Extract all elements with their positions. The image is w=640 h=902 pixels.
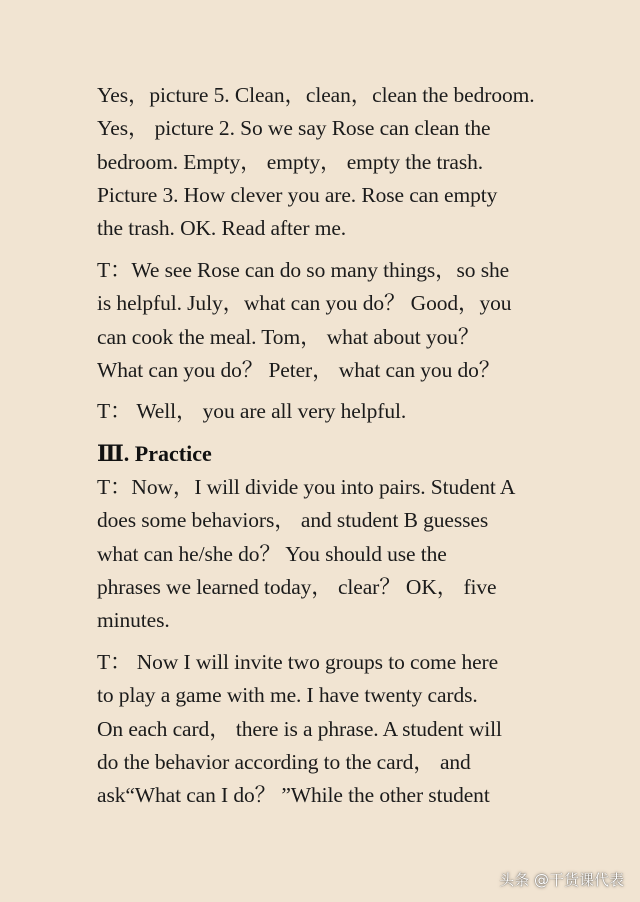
text-line: does some behaviors， and student B guesses (97, 508, 489, 533)
text-line: T： Now I will invite two groups to come here (97, 650, 499, 674)
text-line: On each card， there is a phrase. A student will (97, 716, 502, 741)
text-line: Yes， picture 2. So we say Rose can clean the (97, 116, 491, 141)
text-line: to play a game with me. I have twenty cards. (97, 683, 478, 708)
text-line: is helpful. July，what can you do？ Good，you (97, 291, 512, 316)
section-heading-practice: Ⅲ. Practice (97, 441, 212, 466)
text-line: What can you do？ Peter， what can you do？ (97, 357, 501, 382)
text-line: T： Well， you are all very helpful. (97, 399, 407, 423)
paragraph-all-helpful (97, 395, 567, 428)
text-line: Picture 3. How clever you are. Rose can empty (97, 182, 498, 207)
text-line: minutes. (97, 608, 170, 633)
text-line: phrases we learned today， clear？ OK， five (97, 574, 497, 599)
paragraph-picture-review (97, 79, 567, 245)
text-line: ask“What can I do？ ”While the other student (97, 783, 490, 808)
text-line: do the behavior according to the card， and (97, 749, 471, 774)
watermark-label: 头条 @干货课代表 (499, 871, 624, 889)
text-line: bedroom. Empty， empty， empty the trash. (97, 149, 484, 174)
text-line: can cook the meal. Tom， what about you？ (97, 324, 480, 349)
paragraph-card-game (97, 646, 567, 812)
paragraph-pairs-activity (97, 471, 567, 637)
text-line: T：We see Rose can do so many things，so she (97, 258, 510, 282)
text-line: Yes，picture 5. Clean，clean，clean the bedroom. (97, 83, 535, 107)
paragraph-rose-helpful (97, 254, 567, 387)
text-line: what can he/she do？ You should use the (97, 541, 447, 566)
text-line: T：Now，I will divide you into pairs. Student A (97, 475, 516, 499)
text-line: the trash. OK. Read after me. (97, 216, 347, 241)
